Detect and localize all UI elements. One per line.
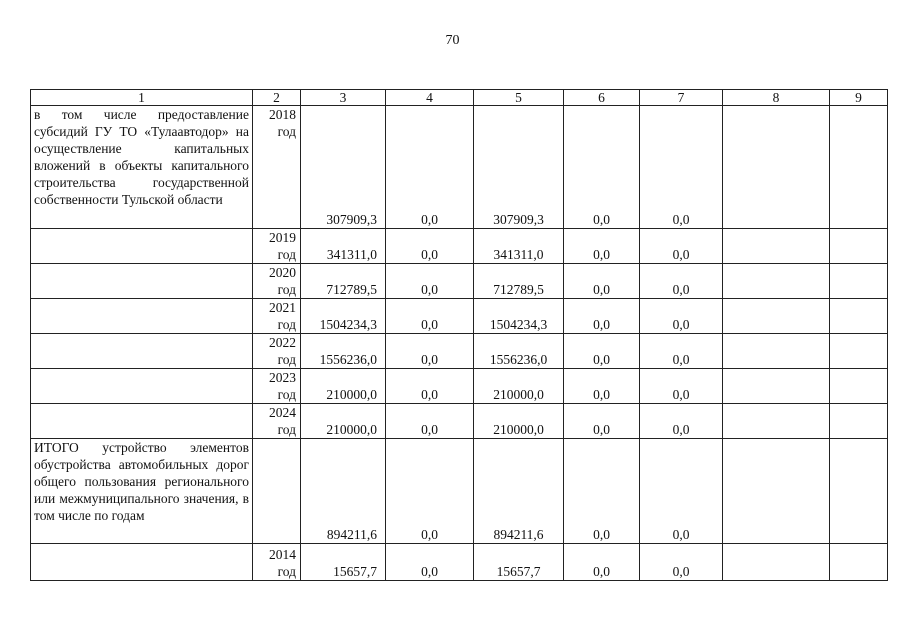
total-cell: 210000,0 — [301, 404, 386, 439]
table-row — [31, 334, 888, 369]
value-cell: 15657,7 — [474, 544, 564, 581]
value-cell — [723, 404, 830, 439]
total-cell: 307909,3 — [301, 106, 386, 229]
value-cell: 0,0 — [640, 106, 723, 229]
year-word: год — [277, 422, 296, 437]
table-row — [31, 404, 888, 439]
value-cell: 1504234,3 — [474, 299, 564, 334]
value-cell — [830, 439, 888, 544]
value-cell: 0,0 — [640, 544, 723, 581]
table-row — [31, 369, 888, 404]
value-cell: 0,0 — [386, 369, 474, 404]
value-cell: 0,0 — [564, 369, 640, 404]
column-header: 9 — [830, 90, 888, 106]
year-word: год — [277, 317, 296, 332]
total-cell: 712789,5 — [301, 264, 386, 299]
year-word: год — [277, 282, 296, 297]
year-number: 2020 — [269, 265, 296, 280]
total-cell: 15657,7 — [301, 544, 386, 581]
value-cell: 0,0 — [640, 439, 723, 544]
row-description — [31, 299, 253, 334]
value-cell: 210000,0 — [474, 369, 564, 404]
total-cell: 1556236,0 — [301, 334, 386, 369]
value-cell — [830, 544, 888, 581]
row-description — [31, 544, 253, 581]
year-word: год — [277, 564, 296, 579]
value-cell — [723, 439, 830, 544]
row-description — [31, 404, 253, 439]
row-description: ИТОГО устройство элементов обустройства автомобильных дорог общего пользования регионального или межмуниципального значения, в том числе по годам — [31, 439, 253, 544]
row-description — [31, 369, 253, 404]
column-header: 3 — [301, 90, 386, 106]
total-cell: 1504234,3 — [301, 299, 386, 334]
year-number: 2023 — [269, 370, 296, 385]
value-cell: 0,0 — [640, 299, 723, 334]
value-cell — [723, 544, 830, 581]
value-cell — [830, 229, 888, 264]
value-cell: 0,0 — [564, 299, 640, 334]
value-cell — [723, 106, 830, 229]
year-word: год — [277, 124, 296, 139]
total-cell: 341311,0 — [301, 229, 386, 264]
value-cell — [830, 404, 888, 439]
value-cell — [723, 264, 830, 299]
value-cell — [830, 106, 888, 229]
value-cell: 0,0 — [386, 439, 474, 544]
value-cell: 0,0 — [564, 334, 640, 369]
year-cell — [253, 229, 301, 264]
year-cell — [253, 369, 301, 404]
year-cell — [253, 544, 301, 581]
row-description — [31, 264, 253, 299]
value-cell: 0,0 — [564, 229, 640, 264]
value-cell — [830, 264, 888, 299]
year-number: 2021 — [269, 300, 296, 315]
year-cell — [253, 404, 301, 439]
year-word: год — [277, 247, 296, 262]
value-cell: 341311,0 — [474, 229, 564, 264]
value-cell — [830, 299, 888, 334]
value-cell: 0,0 — [564, 264, 640, 299]
value-cell: 307909,3 — [474, 106, 564, 229]
value-cell: 0,0 — [564, 106, 640, 229]
year-number: 2024 — [269, 405, 296, 420]
value-cell — [723, 369, 830, 404]
column-header: 4 — [386, 90, 474, 106]
value-cell: 0,0 — [640, 264, 723, 299]
table-row — [31, 439, 888, 544]
value-cell — [830, 334, 888, 369]
year-cell — [253, 264, 301, 299]
value-cell: 0,0 — [640, 229, 723, 264]
value-cell: 1556236,0 — [474, 334, 564, 369]
row-description: в том числе предоставление субсидий ГУ ТО «Тулаавтодор» на осуществление капитальных вложений в объекты капитального строительства государственной собственности Тульской области — [31, 106, 253, 229]
value-cell: 0,0 — [386, 404, 474, 439]
value-cell — [723, 334, 830, 369]
value-cell: 0,0 — [386, 334, 474, 369]
value-cell: 0,0 — [386, 544, 474, 581]
value-cell: 712789,5 — [474, 264, 564, 299]
row-description — [31, 229, 253, 264]
value-cell: 0,0 — [564, 544, 640, 581]
column-header: 7 — [640, 90, 723, 106]
value-cell: 894211,6 — [474, 439, 564, 544]
total-cell: 894211,6 — [301, 439, 386, 544]
year-number: 2019 — [269, 230, 296, 245]
year-cell — [253, 439, 301, 544]
row-description — [31, 334, 253, 369]
value-cell — [723, 229, 830, 264]
table-row — [31, 264, 888, 299]
column-header: 5 — [474, 90, 564, 106]
year-number: 2018 — [269, 107, 296, 122]
value-cell: 0,0 — [640, 334, 723, 369]
year-cell — [253, 106, 301, 229]
value-cell — [830, 369, 888, 404]
year-number: 2014 — [269, 547, 296, 562]
table-row — [31, 229, 888, 264]
value-cell — [723, 299, 830, 334]
page-number: 70 — [445, 33, 460, 48]
value-cell: 0,0 — [386, 106, 474, 229]
value-cell: 210000,0 — [474, 404, 564, 439]
year-word: год — [277, 387, 296, 402]
value-cell: 0,0 — [386, 229, 474, 264]
column-header: 2 — [253, 90, 301, 106]
table-row — [31, 544, 888, 581]
value-cell: 0,0 — [564, 404, 640, 439]
value-cell: 0,0 — [386, 299, 474, 334]
table-row — [31, 299, 888, 334]
value-cell: 0,0 — [386, 264, 474, 299]
value-cell: 0,0 — [640, 369, 723, 404]
year-cell — [253, 299, 301, 334]
table-row — [31, 106, 888, 229]
budget-table — [30, 89, 888, 581]
column-header: 1 — [31, 90, 253, 106]
value-cell: 0,0 — [564, 439, 640, 544]
total-cell: 210000,0 — [301, 369, 386, 404]
year-number: 2022 — [269, 335, 296, 350]
year-word: год — [277, 352, 296, 367]
table-header-row — [31, 90, 888, 106]
column-header: 6 — [564, 90, 640, 106]
year-cell — [253, 334, 301, 369]
value-cell: 0,0 — [640, 404, 723, 439]
column-header: 8 — [723, 90, 830, 106]
